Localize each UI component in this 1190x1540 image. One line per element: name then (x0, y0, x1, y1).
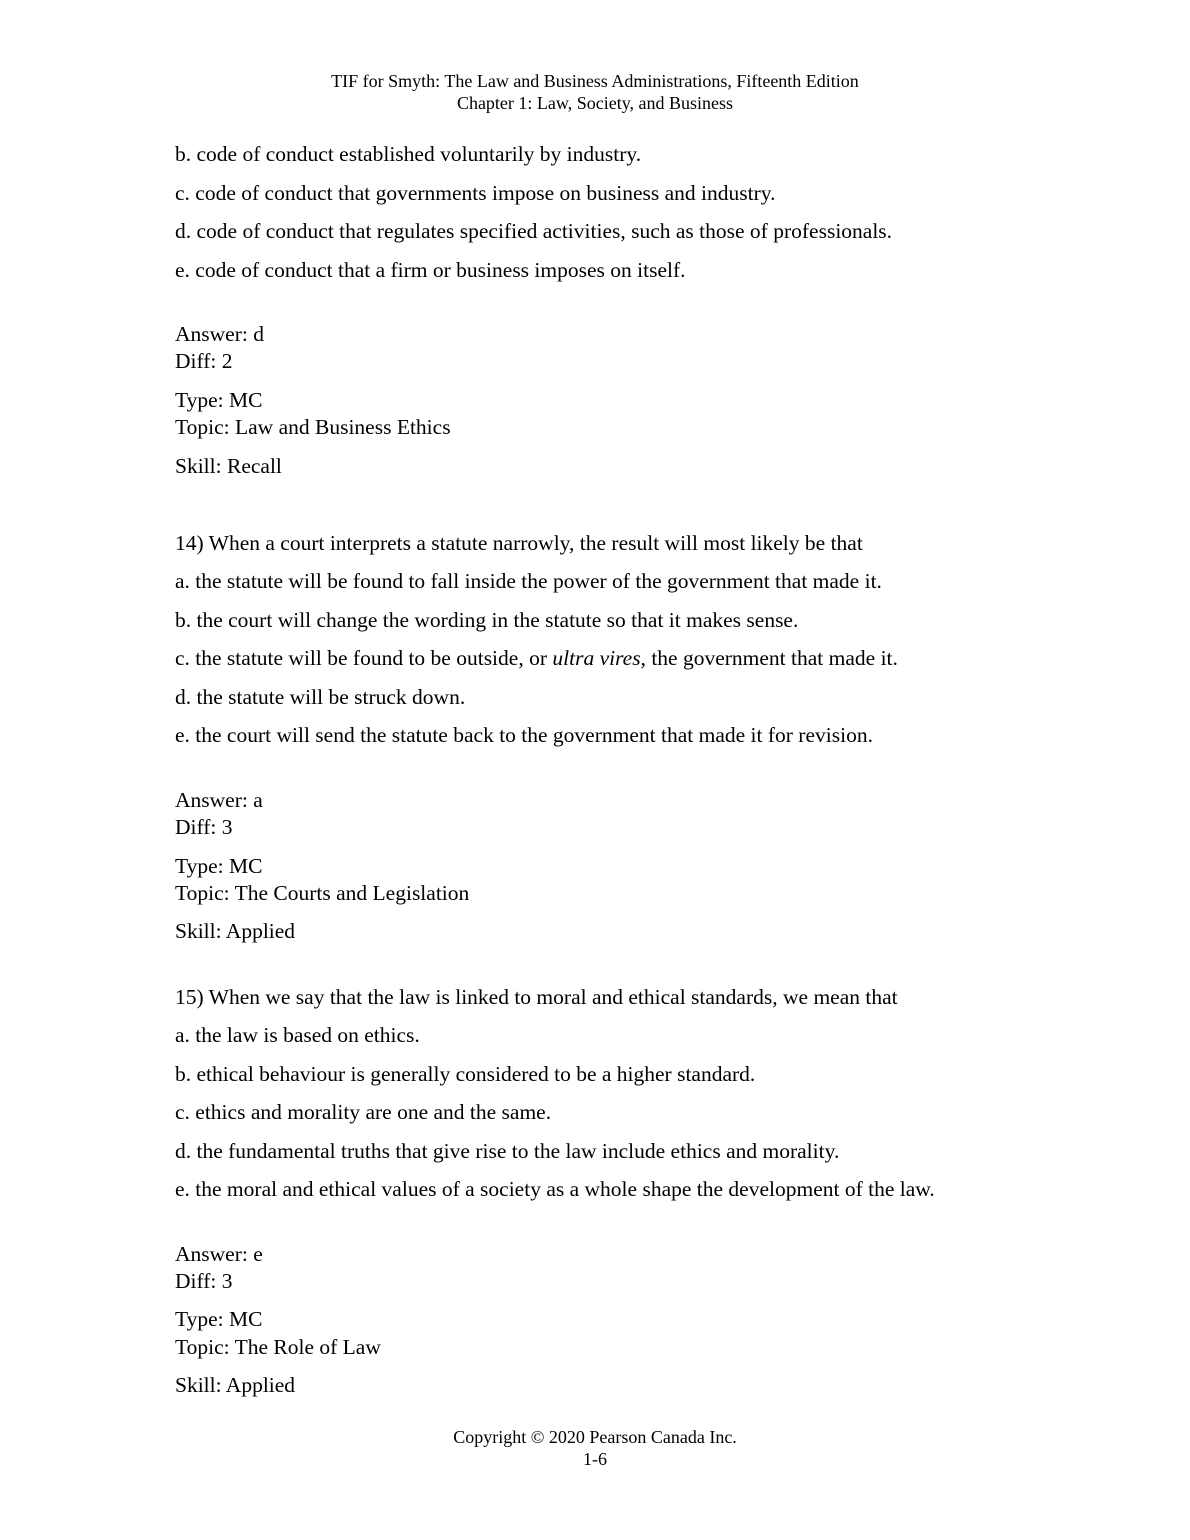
q14-option-c (175, 645, 898, 671)
q14-option-d: d. the statute will be struck down. (175, 685, 466, 709)
q14-type: Type: MC (175, 854, 263, 878)
header-chapter: Chapter 1: Law, Society, and Business (456, 93, 734, 113)
q15-option-e: e. the moral and ethical values of a society as a whole shape the development of the law. (175, 1177, 935, 1201)
q14-option-b: b. the court will change the wording in the statute so that it makes sense. (175, 608, 799, 632)
footer-copyright: Copyright © 2020 Pearson Canada Inc. (453, 1427, 737, 1447)
q13-topic: Topic: Law and Business Ethics (175, 415, 451, 439)
q15-option-d: d. the fundamental truths that give rise to the law include ethics and morality. (175, 1139, 840, 1163)
q13-answer: Answer: d (175, 322, 264, 346)
q14-skill: Skill: Applied (175, 919, 296, 943)
q15-option-b: b. ethical behaviour is generally considered to be a higher standard. (175, 1062, 756, 1086)
q15-answer: Answer: e (175, 1242, 263, 1266)
q14-option-c-pre: c. the statute will be found to be outside, or (175, 646, 553, 670)
page-number: 1-6 (583, 1449, 607, 1469)
q15-option-c: c. ethics and morality are one and the same. (175, 1100, 552, 1124)
q15-topic: Topic: The Role of Law (175, 1335, 381, 1359)
q13-diff: Diff: 2 (175, 349, 233, 373)
q14-topic: Topic: The Courts and Legislation (175, 881, 470, 905)
q15-question: 15) When we say that the law is linked to moral and ethical standards, we mean that (175, 985, 898, 1009)
q14-answer: Answer: a (175, 788, 263, 812)
q13-type: Type: MC (175, 388, 263, 412)
q14-diff: Diff: 3 (175, 815, 233, 839)
q14-option-a: a. the statute will be found to fall inside the power of the government that made it. (175, 569, 882, 593)
q13-option-e: e. code of conduct that a firm or business imposes on itself. (175, 258, 686, 282)
page-footer (0, 1426, 1190, 1470)
q14-question: 14) When a court interprets a statute narrowly, the result will most likely be that (175, 531, 863, 555)
header-title: TIF for Smyth: The Law and Business Administrations, Fifteenth Edition (331, 71, 859, 91)
q15-diff: Diff: 3 (175, 1269, 233, 1293)
q13-skill: Skill: Recall (175, 454, 282, 478)
q14-option-c-italic: ultra vires, (552, 646, 646, 670)
q13-option-d: d. code of conduct that regulates specified activities, such as those of professionals. (175, 219, 893, 243)
q15-skill: Skill: Applied (175, 1373, 296, 1397)
q15-type: Type: MC (175, 1307, 263, 1331)
q15-option-a: a. the law is based on ethics. (175, 1023, 420, 1047)
q13-option-b: b. code of conduct established voluntarily by industry. (175, 142, 642, 166)
page-header (0, 70, 1190, 114)
q13-option-c: c. code of conduct that governments impose on business and industry. (175, 181, 776, 205)
q14-option-e: e. the court will send the statute back to the government that made it for revision. (175, 723, 873, 747)
q14-option-c-post: the government that made it. (645, 646, 898, 670)
